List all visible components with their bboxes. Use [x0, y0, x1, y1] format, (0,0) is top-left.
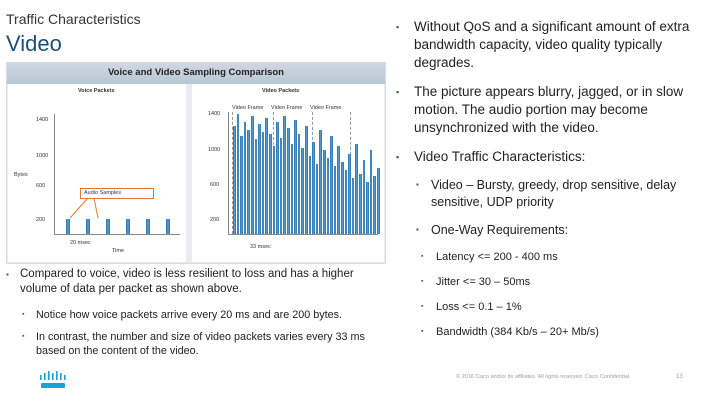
- video-packet-bar: [348, 154, 351, 234]
- video-packet-bar: [262, 132, 265, 234]
- voice-packet-bar: [126, 219, 130, 234]
- figure-title: Voice and Video Sampling Comparison: [108, 67, 284, 78]
- bullet-text: In contrast, the number and size of video packets varies every 33 ms based on the content of the video.: [36, 331, 365, 357]
- video-packet-bar: [359, 174, 362, 234]
- video-packet-bar: [265, 118, 268, 234]
- square-bullet-icon: ▪: [421, 253, 424, 260]
- slide-title: Video: [6, 31, 62, 56]
- video-packet-bar: [280, 138, 283, 234]
- bullet-text: Compared to voice, video is less resilient to loss and has a higher volume of data per packet as shown above.: [20, 268, 354, 295]
- video-packet-bar: [341, 162, 344, 234]
- video-packet-bar: [287, 128, 290, 234]
- square-bullet-icon: ▪: [396, 152, 400, 162]
- video-x-axis: [228, 234, 378, 235]
- video-packet-bar: [251, 116, 254, 234]
- section-kicker: Traffic Characteristics: [6, 11, 141, 27]
- video-packet-bar: [276, 122, 279, 234]
- sub-bullet-item: [396, 222, 711, 239]
- right-bullet-list: [396, 18, 711, 350]
- video-y-tick: 600: [210, 182, 220, 188]
- voice-x-span-label: 20 msec: [70, 240, 91, 246]
- voice-y-axis-label: Bytes: [14, 172, 28, 178]
- video-y-axis: [228, 112, 229, 234]
- bullet-text: Latency <= 200 - 400 ms: [436, 251, 558, 263]
- video-packet-bar: [269, 134, 272, 234]
- voice-packet-bar: [146, 219, 150, 234]
- video-packet-bar: [244, 122, 247, 234]
- square-bullet-icon: ▪: [421, 303, 424, 310]
- voice-x-axis-label: Time: [112, 248, 125, 254]
- footer-copyright: © 2016 Cisco and/or its affiliates. All rights reserved. Cisco Confidential: [456, 374, 630, 380]
- video-packet-bar: [233, 126, 236, 234]
- voice-y-tick: 600: [36, 183, 46, 189]
- bullet-text: Bandwidth (384 Kb/s – 20+ Mb/s): [436, 326, 599, 338]
- square-bullet-icon: ▪: [6, 270, 9, 279]
- video-packet-bar: [316, 164, 319, 234]
- video-packet-bar: [363, 160, 366, 234]
- square-bullet-icon: ▪: [396, 87, 400, 97]
- video-packet-bar: [258, 124, 261, 234]
- voice-packet-bar: [66, 219, 70, 234]
- video-packet-bar: [294, 120, 297, 234]
- video-packet-bar: [345, 170, 348, 234]
- video-frame-label: Video Frame: [310, 105, 342, 111]
- bullet-text: Loss <= 0.1 – 1%: [436, 301, 522, 313]
- video-frame-label: Video Frame: [271, 105, 303, 111]
- audio-samples-label: Audio Samples: [84, 190, 121, 196]
- bullet-item: [396, 18, 711, 72]
- video-panel-title: Video Packets: [262, 88, 300, 94]
- sub-bullet-item: [396, 177, 711, 211]
- sub-bullet-item: [6, 308, 386, 322]
- video-y-tick: 1400: [208, 111, 221, 117]
- video-packet-bar: [273, 146, 276, 234]
- bullet-item: [396, 83, 711, 137]
- audio-callout-arrows: [8, 84, 186, 262]
- video-packet-bar: [240, 136, 243, 234]
- square-bullet-icon: ▪: [22, 333, 25, 340]
- video-packet-bar: [247, 130, 250, 234]
- video-packet-bar: [373, 176, 376, 234]
- video-packet-bar: [366, 182, 369, 234]
- video-y-tick: 1000: [208, 147, 221, 153]
- video-packet-bar: [355, 144, 358, 234]
- bullet-item: [6, 267, 386, 297]
- square-bullet-icon: ▪: [22, 311, 25, 318]
- video-packet-bar: [377, 168, 380, 234]
- sub-sub-bullet-item: [396, 300, 711, 314]
- page-number: 13: [676, 374, 683, 380]
- video-packet-bar: [330, 136, 333, 234]
- sampling-comparison-figure: [6, 62, 386, 264]
- sub-bullet-item: [6, 330, 386, 358]
- video-packet-bar: [255, 139, 258, 234]
- square-bullet-icon: ▪: [416, 180, 419, 189]
- video-packet-bar: [319, 130, 322, 234]
- video-x-span-label: 33 msec: [250, 244, 271, 250]
- voice-y-tick: 1000: [36, 153, 49, 159]
- video-packet-bar: [334, 166, 337, 234]
- video-packet-bar: [352, 178, 355, 234]
- video-packet-bar: [309, 156, 312, 234]
- bullet-item: [396, 148, 711, 166]
- video-packet-bar: [305, 126, 308, 234]
- sub-sub-bullet-item: [396, 250, 711, 264]
- video-y-tick: 200: [210, 217, 220, 223]
- bullet-text: Video Traffic Characteristics:: [414, 149, 586, 164]
- sub-sub-bullet-item: [396, 275, 711, 289]
- bullet-text: Video – Bursty, greedy, drop sensitive, delay sensitive, UDP priority: [431, 178, 677, 209]
- voice-y-tick: 1400: [36, 117, 49, 123]
- video-packet-bar: [301, 148, 304, 234]
- video-packet-bar: [312, 142, 315, 234]
- left-bullet-list: [6, 267, 386, 366]
- sub-sub-bullet-item: [396, 325, 711, 339]
- video-packet-bar: [291, 144, 294, 234]
- square-bullet-icon: ▪: [421, 278, 424, 285]
- video-panel: [192, 84, 384, 262]
- video-packet-bar: [337, 146, 340, 234]
- bullet-text: Notice how voice packets arrive every 20 ms and are 200 bytes.: [36, 309, 343, 321]
- square-bullet-icon: ▪: [421, 328, 424, 335]
- cisco-logo-icon: [38, 370, 68, 390]
- bullet-text: Without QoS and a significant amount of extra bandwidth capacity, video quality typically degrades.: [414, 19, 690, 70]
- figure-header: [7, 63, 385, 84]
- voice-y-tick: 200: [36, 217, 46, 223]
- video-packet-bar: [323, 150, 326, 234]
- square-bullet-icon: ▪: [396, 22, 400, 32]
- bullet-text: The picture appears blurry, jagged, or in slow motion. The audio portion may become unsynchronized with the video.: [414, 84, 684, 135]
- voice-packet-bar: [86, 219, 90, 234]
- square-bullet-icon: ▪: [416, 225, 419, 234]
- bullet-text: Jitter <= 30 – 50ms: [436, 276, 531, 288]
- video-packet-bar: [283, 116, 286, 234]
- video-frame-label: Video Frame: [232, 105, 264, 111]
- voice-packet-bar: [166, 219, 170, 234]
- voice-packet-bar: [106, 219, 110, 234]
- video-packet-bar: [370, 150, 373, 234]
- video-packet-bar: [237, 114, 240, 234]
- video-packet-bar: [298, 134, 301, 234]
- voice-panel-title: Voice Packets: [78, 88, 115, 94]
- video-packet-bar: [327, 158, 330, 234]
- bullet-text: One-Way Requirements:: [431, 223, 569, 237]
- voice-panel: [8, 84, 186, 262]
